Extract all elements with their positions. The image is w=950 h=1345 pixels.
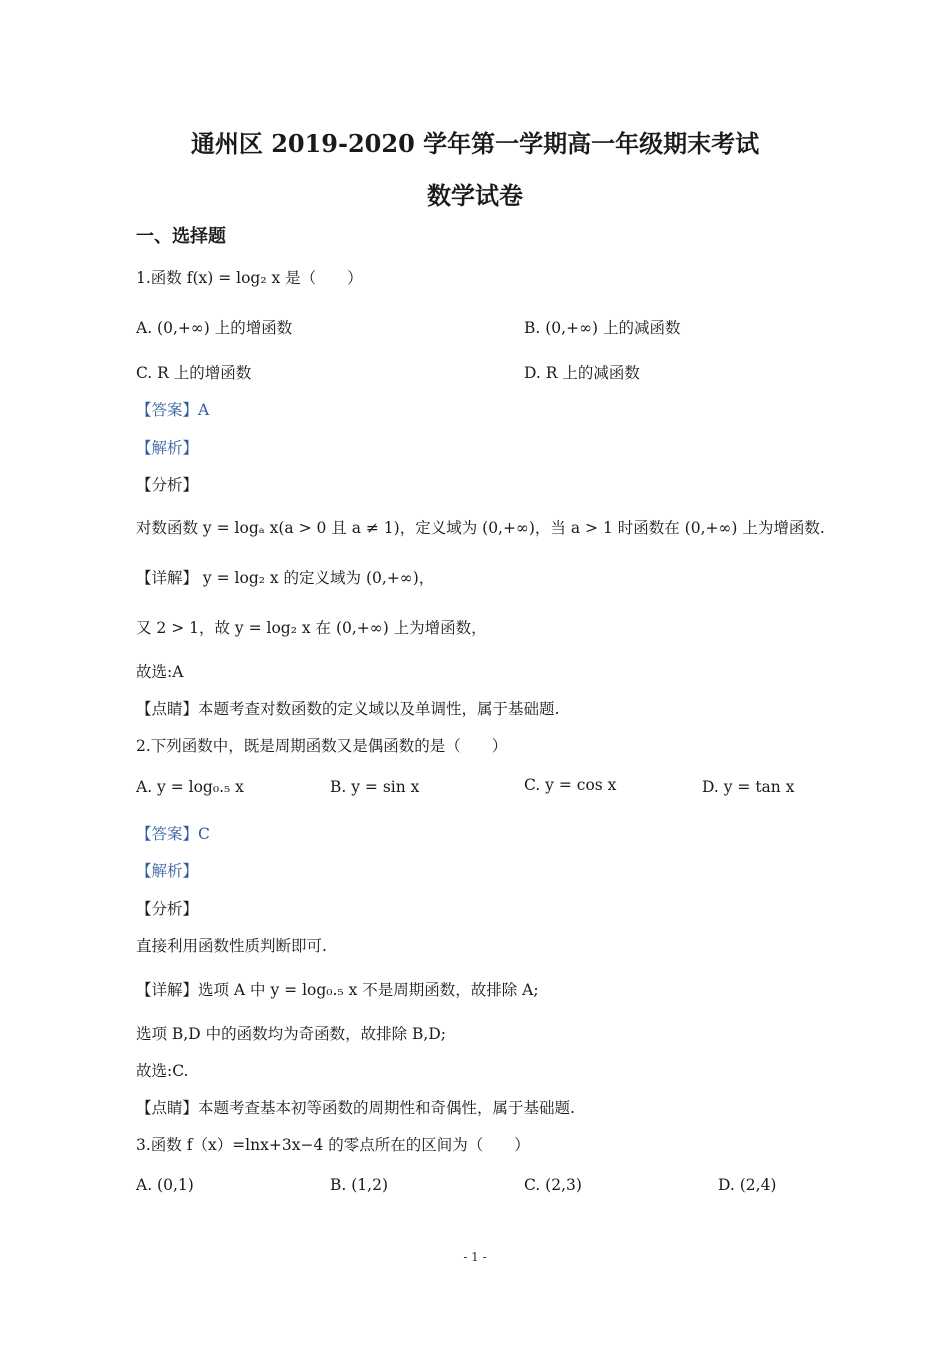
q3-option-a: A. (0,1) [136, 1176, 194, 1194]
q1-option-c: C. R 上的增函数 [136, 364, 252, 382]
q1-fenxi-tag: 【分析】 [136, 476, 199, 494]
q1-detail-2: 又 2 > 1，故 y = log₂ x 在 (0,+∞) 上为增函数， [136, 619, 487, 637]
section-heading: 一、选择题 [136, 226, 226, 247]
q2-option-d: D. y = tan x [702, 778, 795, 796]
q1-detail-1: 【详解】 y = log₂ x 的定义域为 (0,+∞)， [136, 569, 435, 587]
q3-stem: 3.函数 f（x）=lnx+3x−4 的零点所在的区间为（ ） [136, 1136, 530, 1154]
q1-option-a: A. (0,+∞) 上的增函数 [136, 319, 293, 337]
q2-answer: 【答案】C [136, 825, 210, 843]
q3-option-d: D. (2,4) [718, 1176, 777, 1194]
q2-detail-1: 【详解】选项 A 中 y = log₀.₅ x 不是周期函数，故排除 A; [136, 981, 539, 999]
q2-choice: 故选:C. [136, 1062, 189, 1080]
q1-option-b: B. (0,+∞) 上的减函数 [524, 319, 681, 337]
q2-option-a: A. y = log₀.₅ x [136, 778, 244, 796]
q2-detail-2: 选项 B,D 中的函数均为奇函数，故排除 B,D; [136, 1025, 446, 1043]
q3-option-c: C. (2,3) [524, 1176, 582, 1194]
q2-analysis: 直接利用函数性质判断即可. [136, 937, 327, 955]
q3-option-b: B. (1,2) [330, 1176, 388, 1194]
q1-choice: 故选:A [136, 663, 184, 681]
page-number: - 1 - [463, 1250, 487, 1264]
q1-option-d: D. R 上的减函数 [524, 364, 640, 382]
exam-title: 通州区 2019-2020 学年第一学期高一年级期末考试 [190, 129, 760, 158]
q1-analysis: 对数函数 y = logₐ x(a > 0 且 a ≠ 1)，定义域为 (0,+∞)，当 a > 1 时函数在 (0,+∞) 上为增函数. [136, 519, 825, 537]
exam-subtitle: 数学试卷 [427, 181, 523, 210]
q1-stem: 1.函数 f(x) = log₂ x 是（ ） [136, 269, 363, 287]
q2-stem: 2.下列函数中，既是周期函数又是偶函数的是（ ） [136, 737, 508, 755]
q1-answer: 【答案】A [136, 401, 210, 419]
q2-option-b: B. y = sin x [330, 778, 420, 796]
q1-jiexi-tag: 【解析】 [136, 439, 199, 457]
q2-comment: 【点睛】本题考查基本初等函数的周期性和奇偶性，属于基础题. [136, 1099, 575, 1117]
q2-option-c: C. y = cos x [524, 776, 617, 794]
q1-comment: 【点睛】本题考查对数函数的定义域以及单调性，属于基础题. [136, 700, 560, 718]
q2-fenxi-tag: 【分析】 [136, 900, 199, 918]
q2-jiexi-tag: 【解析】 [136, 862, 199, 880]
